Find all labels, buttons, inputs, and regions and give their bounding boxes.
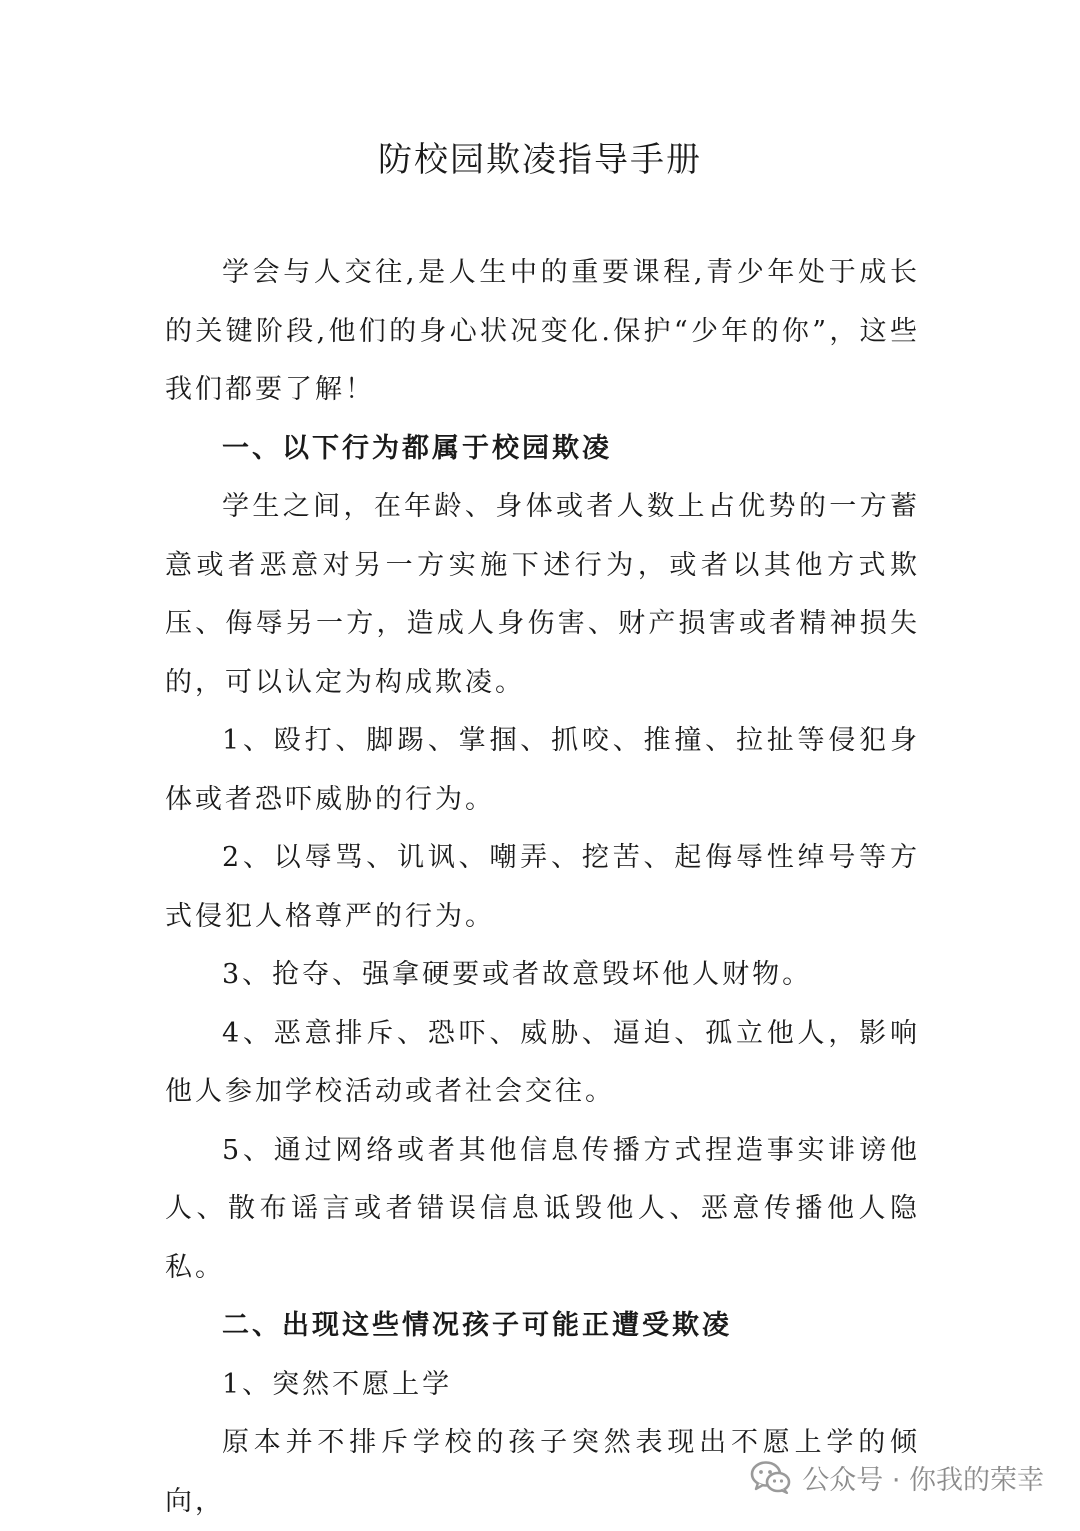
- watermark: [750, 1452, 1044, 1502]
- section1-intro: 学生之间，在年龄、身体或者人数上占优势的一方蓄意或者恶意对另一方实施下述行为，或者以其他方式欺压、侮辱另一方，造成人身伤害、财产损害或者精神损失的，可以认定为构成欺凌。: [165, 491, 920, 698]
- wechat-icon: [750, 1460, 792, 1494]
- list-item: 4、恶意排斥、恐吓、威胁、逼迫、孤立他人，影响他人参加学校活动或者社会交往。: [165, 1017, 920, 1107]
- section2-item1-title: 1、突然不愿上学: [222, 1368, 453, 1400]
- document-body: [165, 244, 920, 1531]
- list-item: 2、以辱骂、讥讽、嘲弄、挖苦、起侮辱性绰号等方式侵犯人格尊严的行为。: [165, 842, 920, 932]
- list-item: 1、殴打、脚踢、掌掴、抓咬、推撞、拉扯等侵犯身体或者恐吓威胁的行为。: [165, 725, 920, 815]
- intro-paragraph: 学会与人交往,是人生中的重要课程,青少年处于成长的关键阶段,他们的身心状况变化.保护“少年的你”，这些我们都要了解！: [165, 257, 920, 405]
- list-item: 3、抢夺、强拿硬要或者故意毁坏他人财物。: [222, 959, 813, 990]
- section2-heading: 二、出现这些情况孩子可能正遭受欺凌: [222, 1310, 732, 1341]
- section1-heading: 一、以下行为都属于校园欺凌: [222, 432, 612, 464]
- section2-item1-text: 原本并不排斥学校的孩子突然表现出不愿上学的倾向，: [165, 1427, 920, 1517]
- watermark-text: 公众号 · 你我的荣幸: [802, 1464, 1044, 1496]
- document-title: 防校园欺凌指导手册: [378, 140, 702, 180]
- list-item: 5、通过网络或者其他信息传播方式捏造事实诽谤他人、散布谣言或者错误信息诋毁他人、恶意传播他人隐私。: [165, 1134, 920, 1283]
